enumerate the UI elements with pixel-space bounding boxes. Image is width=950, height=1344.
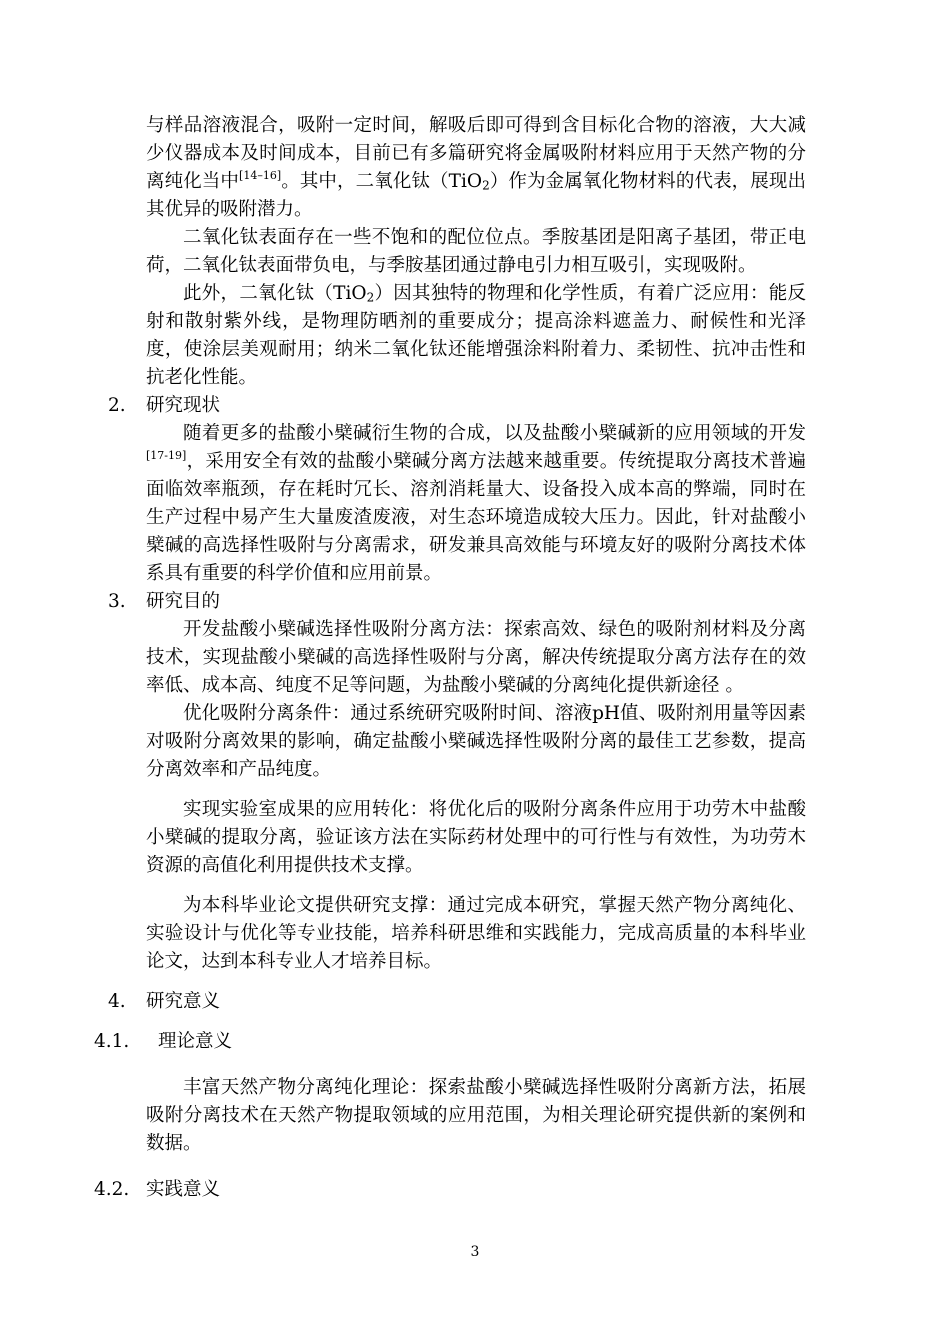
section-title: 研究意义 [146,991,221,1012]
section-number: 4. [108,991,126,1012]
section-heading-status [108,392,806,420]
section-title: 研究目的 [146,591,221,612]
intro-paragraph-3: 此外，二氧化钛（TiO$_2$）因其独特的物理和化学性质，有着广泛应用：能反射和散射紫外线，是物理防晒剂的重要成分；提高涂料遮盖力、耐候性和光泽度，使涂层美观耐用；纳米二氧化钛还能增强涂料附着力、柔韧性、抗冲击性和抗老化性能。 [146,283,806,388]
section-heading-significance [108,988,806,1016]
subsection-heading-theory [94,1028,806,1056]
section-heading-purpose [108,588,806,616]
theory-paragraph: 丰富天然产物分离纯化理论：探索盐酸小檗碱选择性吸附分离新方法，拓展吸附分离技术在天然产物提取领域的应用范围，为相关理论研究提供新的案例和数据。 [146,1077,806,1154]
page-body [94,112,806,1204]
subsection-title: 理论意义 [158,1031,233,1052]
page-number: 3 [470,1244,480,1260]
citation-ref: [17-19] [146,448,187,462]
section-number: 3. [108,591,126,612]
status-paragraph: 随着更多的盐酸小檗碱衍生物的合成，以及盐酸小檗碱新的应用领域的开发[17-19]，采用安全有效的盐酸小檗碱分离方法越来越重要。传统提取分离技术普遍面临效率瓶颈，存在耗时冗长、溶剂消耗量大、设备投入成本高的弊端，同时在生产过程中易产生大量废渣废液，对生态环境造成较大压力。因此，针对盐酸小檗碱的高选择性吸附与分离需求，研发兼具高效能与环境友好的吸附分离技术体系具有重要的科学价值和应用前景。 [146,423,806,584]
purpose-paragraph-1: 开发盐酸小檗碱选择性吸附分离方法：探索高效、绿色的吸附剂材料及分离技术，实现盐酸小檗碱的高选择性吸附与分离，解决传统提取分离方法存在的效率低、成本高、纯度不足等问题，为盐酸小檗碱的分离纯化提供新途径 。 [146,619,806,696]
purpose-paragraph-3: 实现实验室成果的应用转化：将优化后的吸附分离条件应用于功劳木中盐酸小檗碱的提取分离，验证该方法在实际药材处理中的可行性与有效性，为功劳木资源的高值化利用提供技术支撑。 [146,799,806,876]
section-title: 研究现状 [146,395,221,416]
citation-ref: [14–16] [239,168,282,182]
subsection-title: 实践意义 [146,1179,221,1200]
intro-paragraph-1: 与样品溶液混合，吸附一定时间，解吸后即可得到含目标化合物的溶液，大大减少仪器成本及时间成本，目前已有多篇研究将金属吸附材料应用于天然产物的分离纯化当中[14–16]。其中，二氧化钛（TiO$_2$）作为金属氧化物材料的代表，展现出其优异的吸附潜力。 [146,115,806,220]
subsection-number: 4.1. [94,1031,130,1052]
section-number: 2. [108,395,126,416]
purpose-paragraph-4: 为本科毕业论文提供研究支撑：通过完成本研究，掌握天然产物分离纯化、实验设计与优化等专业技能，培养科研思维和实践能力，完成高质量的本科毕业论文，达到本科专业人才培养目标。 [146,895,806,972]
subsection-heading-practice [94,1176,806,1204]
purpose-paragraph-2: 优化吸附分离条件：通过系统研究吸附时间、溶液pH值、吸附剂用量等因素对吸附分离效果的影响，确定盐酸小檗碱选择性吸附分离的最佳工艺参数，提高分离效率和产品纯度。 [146,703,806,780]
subsection-number: 4.2. [94,1179,130,1200]
intro-paragraph-2: 二氧化钛表面存在一些不饱和的配位位点。季胺基团是阳离子基团，带正电荷，二氧化钛表面带负电，与季胺基团通过静电引力相互吸引，实现吸附。 [146,227,806,276]
